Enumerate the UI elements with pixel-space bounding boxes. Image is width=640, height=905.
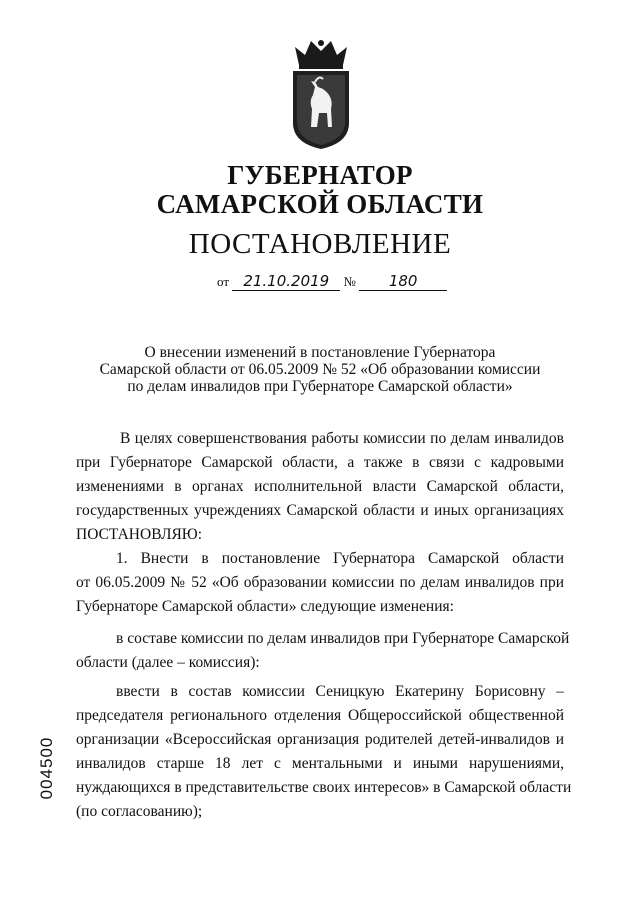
paragraph-introduce-member [76, 680, 572, 824]
side-stamp-text: 004500 [37, 736, 56, 800]
paragraph-line: (по согласованию); [76, 803, 203, 820]
paragraph-line: изменениями в органах исполнительной власти Самарской области, [76, 478, 564, 495]
paragraph-line: государственных учреждениях Самарской области и иных организациях [76, 502, 564, 519]
title-line: О внесении изменений в постановление Губернатора [144, 344, 496, 361]
title-line: по делам инвалидов при Губернаторе Самарской области» [127, 378, 513, 395]
paragraph-line: ПОСТАНОВЛЯЮ: [76, 526, 203, 543]
paragraph-line: области (далее – комиссия): [76, 654, 260, 671]
paragraph-line: инвалидов старше 18 лет с ментальными и иными нарушениями, [76, 755, 564, 772]
paragraph-line: от 06.05.2009 № 52 «Об образовании комиссии по делам инвалидов при [76, 574, 564, 591]
document-title [80, 344, 560, 395]
side-stamp-number [34, 736, 60, 800]
date-prefix: от [217, 274, 230, 289]
paragraph-line: В целях совершенствования работы комиссии по делам инвалидов [120, 430, 564, 447]
title-line: Самарской области от 06.05.2009 № 52 «Об образовании комиссии [99, 361, 541, 378]
paragraph-line: ввести в состав комиссии Сеницкую Екатерину Борисовну – [116, 683, 564, 700]
document-type: ПОСТАНОВЛЕНИЕ [188, 228, 452, 260]
issuer-line-2: САМАРСКОЙ ОБЛАСТИ [156, 189, 484, 219]
issuer-line-1: ГУБЕРНАТОР [227, 160, 413, 190]
paragraph-line: нуждающихся в представительстве своих интересов» в Самарской области [76, 779, 572, 796]
paragraph-line: председателя регионального отделения Общероссийской общественной [76, 707, 564, 724]
number-value: 180 [359, 272, 447, 291]
paragraph-line: Губернаторе Самарской области» следующие изменения: [76, 598, 454, 615]
date-value: 21.10.2019 [232, 272, 340, 291]
paragraph-preamble [76, 427, 564, 547]
paragraph-line: организации «Всероссийская организация родителей детей-инвалидов и [76, 731, 564, 748]
paragraph-line: 1. Внести в постановление Губернатора Самарской области [116, 550, 564, 567]
paragraph-line: при Губернаторе Самарской области, а также в связи с кадровыми [76, 454, 564, 471]
coat-of-arms-emblem-icon [285, 35, 357, 153]
paragraph-commission [76, 627, 570, 675]
number-prefix: № [343, 274, 356, 289]
paragraph-item-1 [76, 547, 564, 619]
paragraph-line: в составе комиссии по делам инвалидов при Губернаторе Самарской [116, 630, 570, 647]
date-number-line [217, 272, 447, 292]
